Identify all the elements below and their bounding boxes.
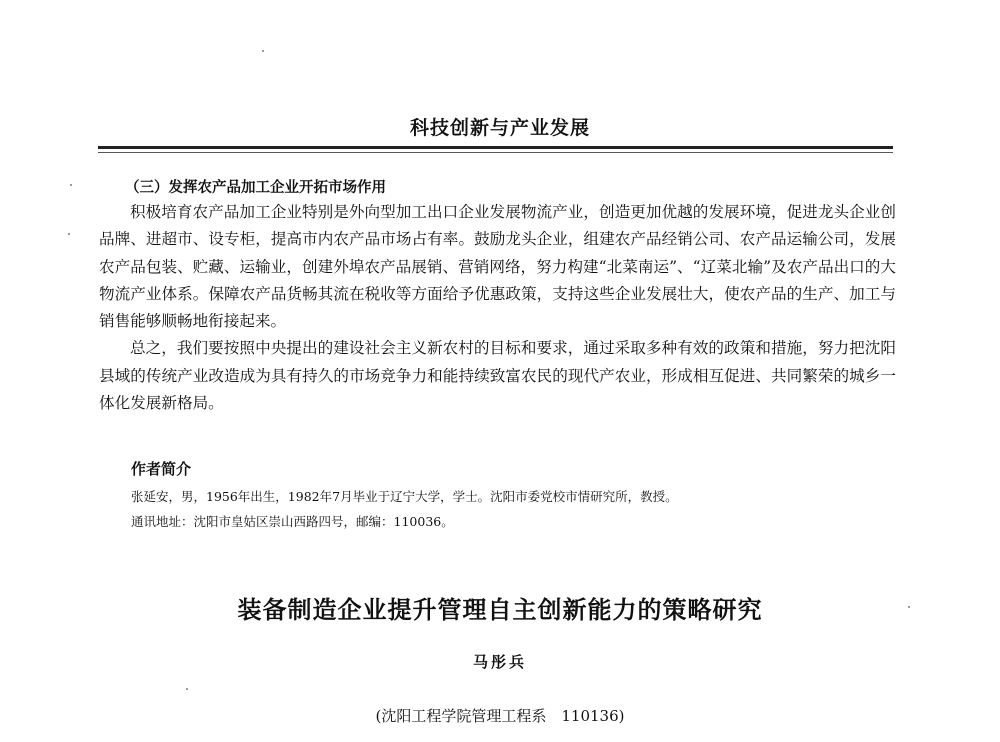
author-bio-text: 张延安，男，1956年出生，1982年7月毕业于辽宁大学，学士。沈阳市委党校市情研究所，教授。 [131, 489, 678, 504]
paragraph-1: 积极培育农产品加工企业特别是外向型加工出口企业发展物流产业，创造更加优越的发展环境，促进龙头企业创品牌、进超市、设专柜，提高市内农产品市场占有率。鼓励龙头企业，组建农产品经销公司、农产品运输公司，发展农产品包装、贮藏、运输业，创建外埠农产品展销、营销网络，努力构建“北菜南运”、“辽菜北输”及农产品出口的大物流产业体系。保障农产品货畅其流在税收等方面给予优惠政策，支持这些企业发展壮大，使农产品的生产、加工与销售能够顺畅地衔接起来。 [99, 203, 896, 331]
next-article-affiliation: (沈阳工程学院管理工程系 110136) [375, 707, 625, 725]
author-address-text: 通讯地址：沈阳市皇姑区崇山西路四号，邮编：110036。 [131, 514, 454, 529]
scan-speck [70, 184, 72, 186]
scan-speck [908, 606, 910, 608]
scan-speck [262, 50, 264, 52]
next-article-author: 马彤兵 [472, 653, 527, 671]
body-text [99, 199, 896, 417]
header-rule-thin [98, 152, 893, 153]
scan-speck [186, 688, 188, 690]
paragraph-2: 总之，我们要按照中央提出的建设社会主义新农村的目标和要求，通过采取多种有效的政策和措施，努力把沈阳县域的传统产业改造成为具有持久的市场竞争力和能持续致富农民的现代产农业，形成相互促进、共同繁荣的城乡一体化发展新格局。 [99, 339, 896, 413]
header-rule-thick [98, 146, 893, 149]
next-article-title: 装备制造企业提升管理自主创新能力的策略研究 [237, 596, 763, 624]
author-bio-heading: 作者简介 [131, 460, 192, 478]
scan-speck [68, 233, 70, 235]
running-header-title: 科技创新与产业发展 [409, 117, 590, 139]
section-heading: （三）发挥农产品加工企业开拓市场作用 [125, 180, 386, 196]
